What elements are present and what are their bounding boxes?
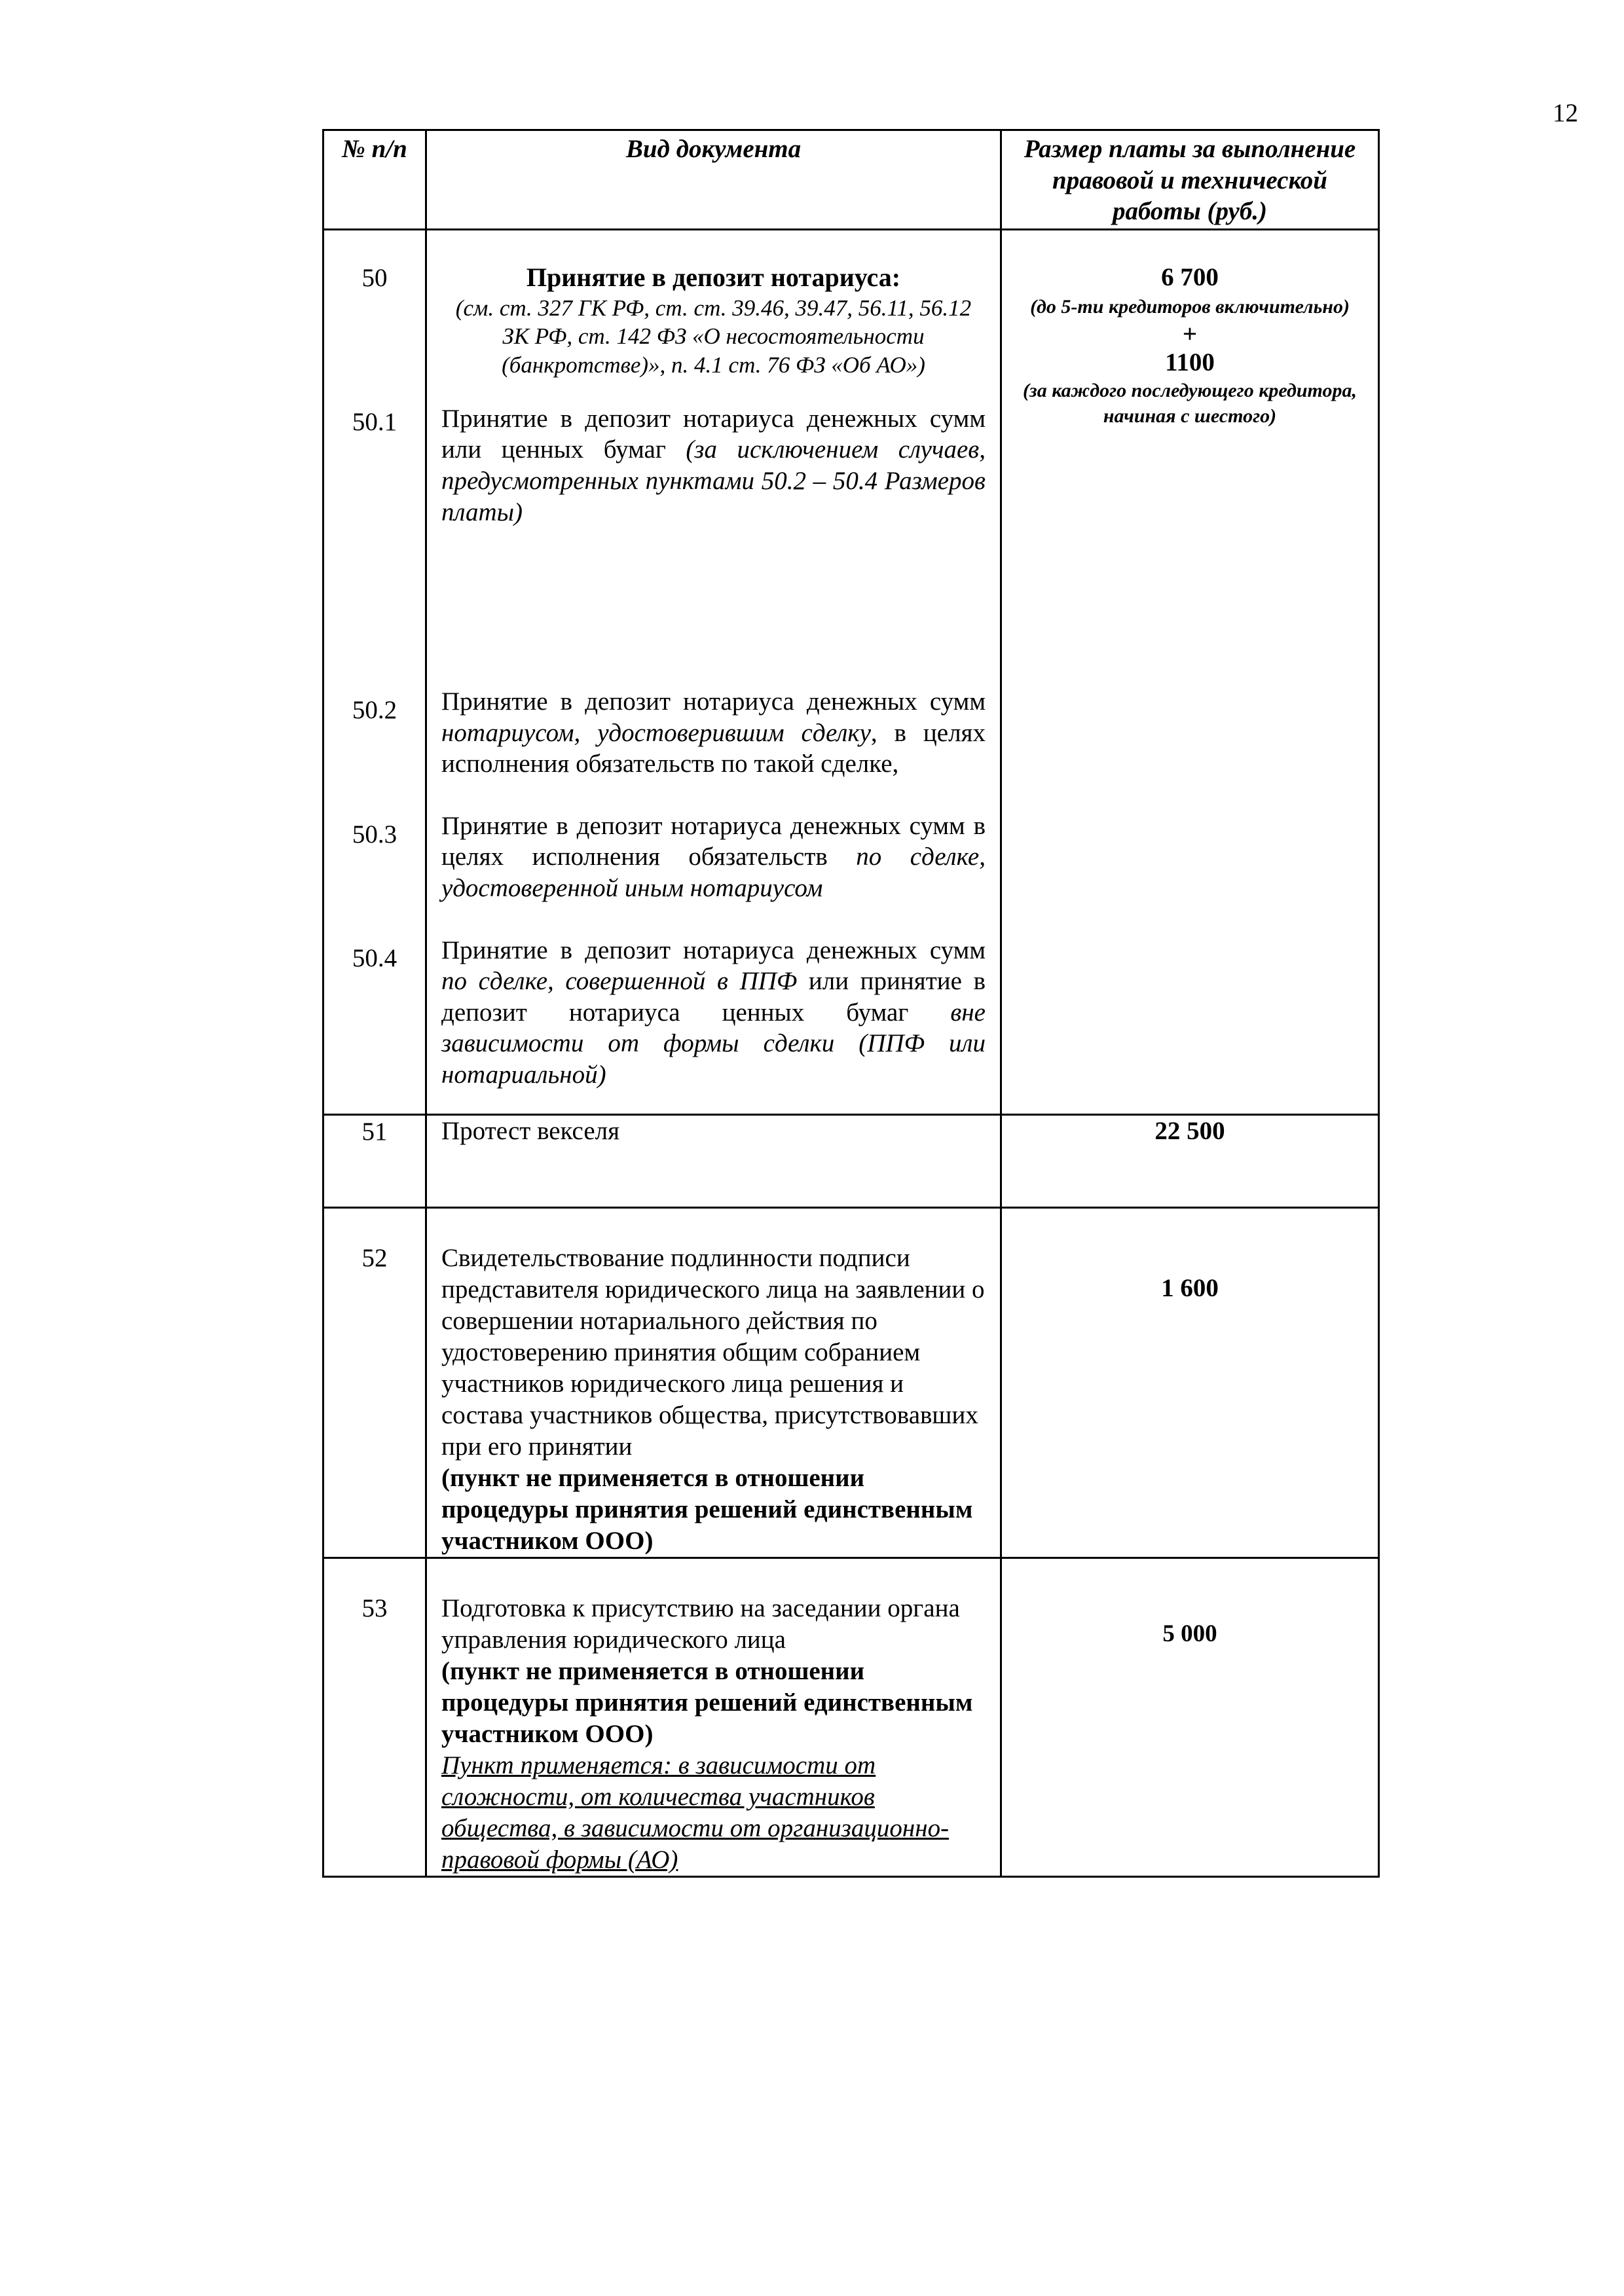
sub-item-50-3 bbox=[441, 811, 986, 904]
sub-item-tail: , в целях исполнения обязательств по такой сделке, bbox=[441, 718, 986, 778]
row-number: 50.2 bbox=[352, 696, 397, 725]
sub-item-text: Принятие в депозит нотариуса денежных сумм или ценных бумаг bbox=[441, 404, 986, 464]
sub-item-tail: или принятие в депозит нотариуса ценных бумаг bbox=[441, 967, 986, 1027]
fee-table bbox=[322, 129, 1380, 1878]
row-number: 50 bbox=[361, 263, 388, 292]
row-number: 50.1 bbox=[352, 407, 397, 436]
row-number: 52 bbox=[323, 1208, 426, 1558]
sub-item-italic: по сделке, удостоверенной иным нотариусом bbox=[441, 843, 986, 902]
table-row-50 bbox=[323, 229, 1379, 1115]
row-number: 51 bbox=[323, 1115, 426, 1208]
sub-item-text: Принятие в депозит нотариуса денежных сумм bbox=[441, 936, 986, 964]
table-row-53 bbox=[323, 1558, 1379, 1877]
sub-item-italic: (за исключением случаев, предусмотренных пунктами 50.2 – 50.4 Размеров платы) bbox=[441, 435, 986, 526]
row53-doc-cell bbox=[426, 1558, 1001, 1877]
sub-item-text: Принятие в депозит нотариуса денежных сумм bbox=[441, 687, 986, 716]
row53-doc-bold: (пункт не применяется в отношении процедуры принятия решений единственным участником ООО) bbox=[441, 1657, 973, 1749]
sub-item-text: Принятие в депозит нотариуса денежных сумм в целях исполнения обязательств bbox=[441, 811, 986, 871]
row50-fee-cell bbox=[1001, 229, 1379, 1115]
row53-doc: Подготовка к присутствию на заседании органа управления юридического лица bbox=[441, 1594, 960, 1654]
row-number: 50.3 bbox=[352, 820, 397, 848]
header-num: № п/п bbox=[323, 130, 426, 230]
fee-base-note: (до 5-ти кредиторов включительно) bbox=[1030, 296, 1350, 318]
row50-num-cell bbox=[323, 229, 426, 1115]
row52-fee: 1 600 bbox=[1001, 1208, 1379, 1558]
header-fee: Размер платы за выполнение правовой и технической работы (руб.) bbox=[1001, 130, 1379, 230]
row-number: 53 bbox=[323, 1558, 426, 1877]
row52-doc-cell bbox=[426, 1208, 1001, 1558]
fee-extra: 1100 bbox=[1165, 348, 1215, 376]
sub-item-50-4 bbox=[441, 935, 986, 1091]
fee-extra-note: (за каждого последующего кредитора, начиная с шестого) bbox=[1023, 380, 1357, 428]
sub-item-50-1 bbox=[441, 403, 986, 528]
sub-item-50-2 bbox=[441, 686, 986, 780]
row50-references: (см. ст. 327 ГК РФ, ст. ст. 39.46, 39.47, 56.11, 56.12 ЗК РФ, ст. 142 ФЗ «О несостоятельности (банкротстве)», п. 4.1 ст. 76 ФЗ «Об АО») bbox=[455, 295, 972, 378]
row53-doc-underlined: Пункт применяется: в зависимости от сложности, от количества участников общества, в зависимости от организационно-правовой формы (АО) bbox=[441, 1751, 950, 1874]
row52-doc-bold: (пункт не применяется в отношении процедуры принятия решений единственным участником ООО) bbox=[441, 1464, 973, 1556]
fee-base: 6 700 bbox=[1161, 263, 1219, 291]
row52-doc: Свидетельствование подлинности подписи представителя юридического лица на заявлении о совершении нотариального действия по удостоверению принятия общим собранием участников юридического лица решения и состава участников общества, присутствовавших при его принятии bbox=[441, 1244, 985, 1461]
sub-item-italic: вне зависимости от формы сделки (ППФ или нотариальной) bbox=[441, 998, 986, 1089]
row50-title: Принятие в депозит нотариуса: bbox=[526, 262, 901, 292]
table-row-51 bbox=[323, 1115, 1379, 1208]
page-number: 12 bbox=[1553, 99, 1578, 127]
sub-item-italic: нотариусом, удостоверившим сделку bbox=[441, 718, 871, 747]
row53-fee: 5 000 bbox=[1001, 1558, 1379, 1877]
table-row-52 bbox=[323, 1208, 1379, 1558]
row51-fee: 22 500 bbox=[1001, 1115, 1379, 1208]
row51-doc: Протест векселя bbox=[426, 1115, 1001, 1208]
fee-plus: + bbox=[1182, 319, 1198, 348]
table-header-row bbox=[323, 130, 1379, 230]
header-doc: Вид документа bbox=[426, 130, 1001, 230]
row50-doc-cell bbox=[426, 229, 1001, 1115]
sub-item-italic: по сделке, совершенной в ППФ bbox=[441, 967, 798, 996]
row-number: 50.4 bbox=[352, 944, 397, 973]
